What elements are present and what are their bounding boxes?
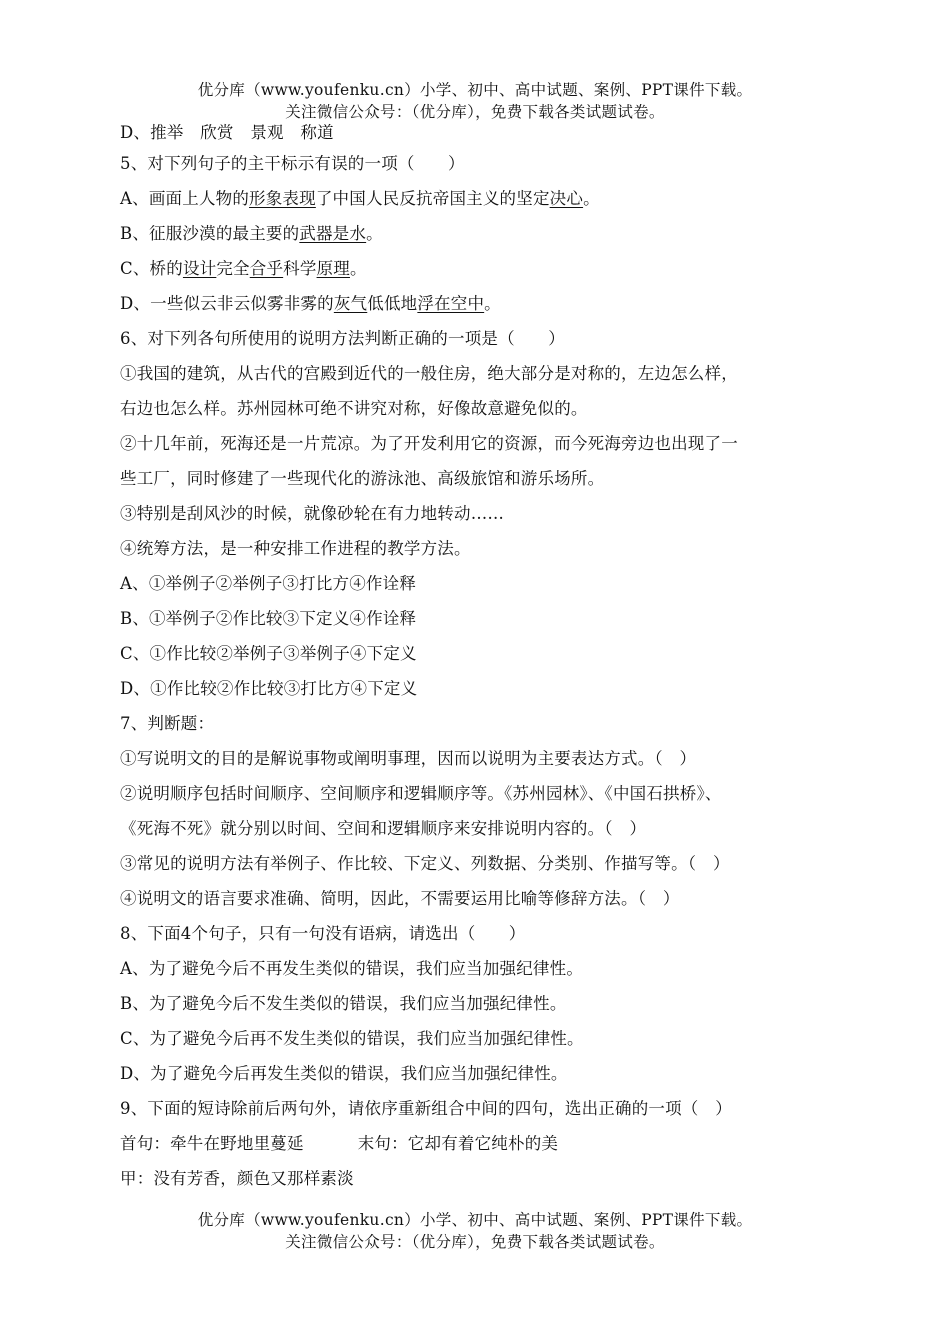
underlined-term: 灰气 (333, 294, 368, 313)
q8-option-d: D、为了避免今后再发生类似的错误，我们应当加强纪律性。 (120, 1064, 568, 1083)
text-segment: B、征服沙漠的最主要的 (120, 224, 300, 243)
q8-option-b: B、为了避免今后不发生类似的错误，我们应当加强纪律性。 (120, 994, 567, 1013)
underlined-term: 决心 (549, 189, 584, 208)
exam-body (120, 120, 840, 1196)
text-segment: 。 (484, 294, 501, 313)
page-footer (0, 1209, 950, 1253)
q8-option-c: C、为了避免今后再不发生类似的错误，我们应当加强纪律性。 (120, 1029, 584, 1048)
page-header (0, 79, 950, 123)
q6-option-c: C、①作比较②举例子③举例子④下定义 (120, 644, 417, 663)
q9-stem: 9、下面的短诗除前后两句外，请依序重新组合中间的四句，选出正确的一项（ ） (120, 1099, 732, 1118)
q9-line-jia: 甲：没有芳香，颜色又那样素淡 (120, 1169, 354, 1188)
text-segment: C、桥的 (120, 259, 183, 278)
underlined-term: 设计 (182, 259, 217, 278)
text-segment: 完全 (216, 259, 250, 278)
q5-option-d (120, 286, 840, 321)
header-line-2: 关注微信公众号：（优分库），免费下载各类试题试卷。 (285, 103, 665, 121)
q4-option-d: D、推举 欣赏 景观 称道 (120, 123, 334, 142)
text-segment: D、一些似云非云似雾非雾的 (120, 294, 334, 313)
q5-stem: 5、对下列句子的主干标示有误的一项（ ） (120, 154, 465, 173)
q9-first-line: 首句：牵牛在野地里蔓延 (120, 1134, 304, 1153)
q6-sentence-4: ④统筹方法，是一种安排工作进程的教学方法。 (120, 539, 471, 558)
text-segment: 低低地 (367, 294, 418, 313)
q8-option-a: A、为了避免今后不再发生类似的错误，我们应当加强纪律性。 (120, 959, 584, 978)
q6-sentence-3: ③特别是刮风沙的时候，就像砂轮在有力地转动…… (120, 504, 505, 523)
q6-sentence-2-line-1: ②十几年前，死海还是一片荒凉。为了开发利用它的资源，而今死海旁边也出现了一 (120, 434, 738, 453)
text-segment: 科学 (283, 259, 317, 278)
q7-item-2-line-1: ②说明顺序包括时间顺序、空间顺序和逻辑顺序等。《苏州园林》、《中国石拱桥》、 (120, 784, 722, 803)
q9-first-last-lines (120, 1126, 840, 1161)
q6-option-d: D、①作比较②作比较③打比方④下定义 (120, 679, 418, 698)
text-segment: A、画面上人物的 (120, 189, 250, 208)
footer-line-1: 优分库（www.youfenku.cn）小学、初中、高中试题、案例、PPT课件下载。 (197, 1211, 753, 1229)
q7-item-1: ①写说明文的目的是解说事物或阐明事理，因而以说明为主要表达方式。（ ） (120, 749, 697, 768)
text-segment: 。 (349, 259, 367, 278)
underlined-term: 浮在空中 (417, 294, 485, 313)
text-segment: 。 (583, 189, 600, 208)
q7-item-4: ④说明文的语言要求准确、简明，因此，不需要运用比喻等修辞方法。（ ） (120, 889, 680, 908)
q7-stem: 7、判断题： (120, 714, 215, 733)
q5-option-b (120, 216, 840, 251)
text-segment: 。 (366, 224, 383, 243)
q5-option-c (120, 251, 840, 286)
header-line-1: 优分库（www.youfenku.cn）小学、初中、高中试题、案例、PPT课件下载。 (197, 81, 753, 99)
q8-stem: 8、下面4个句子，只有一句没有语病，请选出（ ） (120, 924, 526, 943)
q7-item-2-line-2: 《死海不死》就分别以时间、空间和逻辑顺序来安排说明内容的。（ ） (120, 819, 647, 838)
q6-sentence-2-line-2: 些工厂，同时修建了一些现代化的游泳池、高级旅馆和游乐场所。 (120, 469, 605, 488)
q6-sentence-1-line-2: 右边也怎么样。苏州园林可绝不讲究对称，好像故意避免似的。 (120, 399, 588, 418)
q6-sentence-1-line-1: ①我国的建筑，从古代的宫殿到近代的一般住房，绝大部分是对称的，左边怎么样， (120, 364, 738, 383)
text-segment: 了中国人民反抗帝国主义的坚定 (315, 189, 550, 208)
underlined-term: 形象表现 (249, 189, 316, 208)
underlined-term: 武器是水 (299, 224, 367, 243)
q6-option-a: A、①举例子②举例子③打比方④作诠释 (120, 574, 417, 593)
q6-option-b: B、①举例子②作比较③下定义④作诠释 (120, 609, 417, 628)
q6-stem: 6、对下列各句所使用的说明方法判断正确的一项是（ ） (120, 329, 565, 348)
footer-line-2: 关注微信公众号：（优分库），免费下载各类试题试卷。 (285, 1233, 665, 1251)
q9-last-line: 末句：它却有着它纯朴的美 (357, 1134, 559, 1153)
underlined-term: 原理 (316, 259, 350, 278)
q5-option-a (120, 181, 840, 216)
underlined-term: 合乎 (249, 259, 284, 278)
q7-item-3: ③常见的说明方法有举例子、作比较、下定义、列数据、分类别、作描写等。（ ） (120, 854, 730, 873)
